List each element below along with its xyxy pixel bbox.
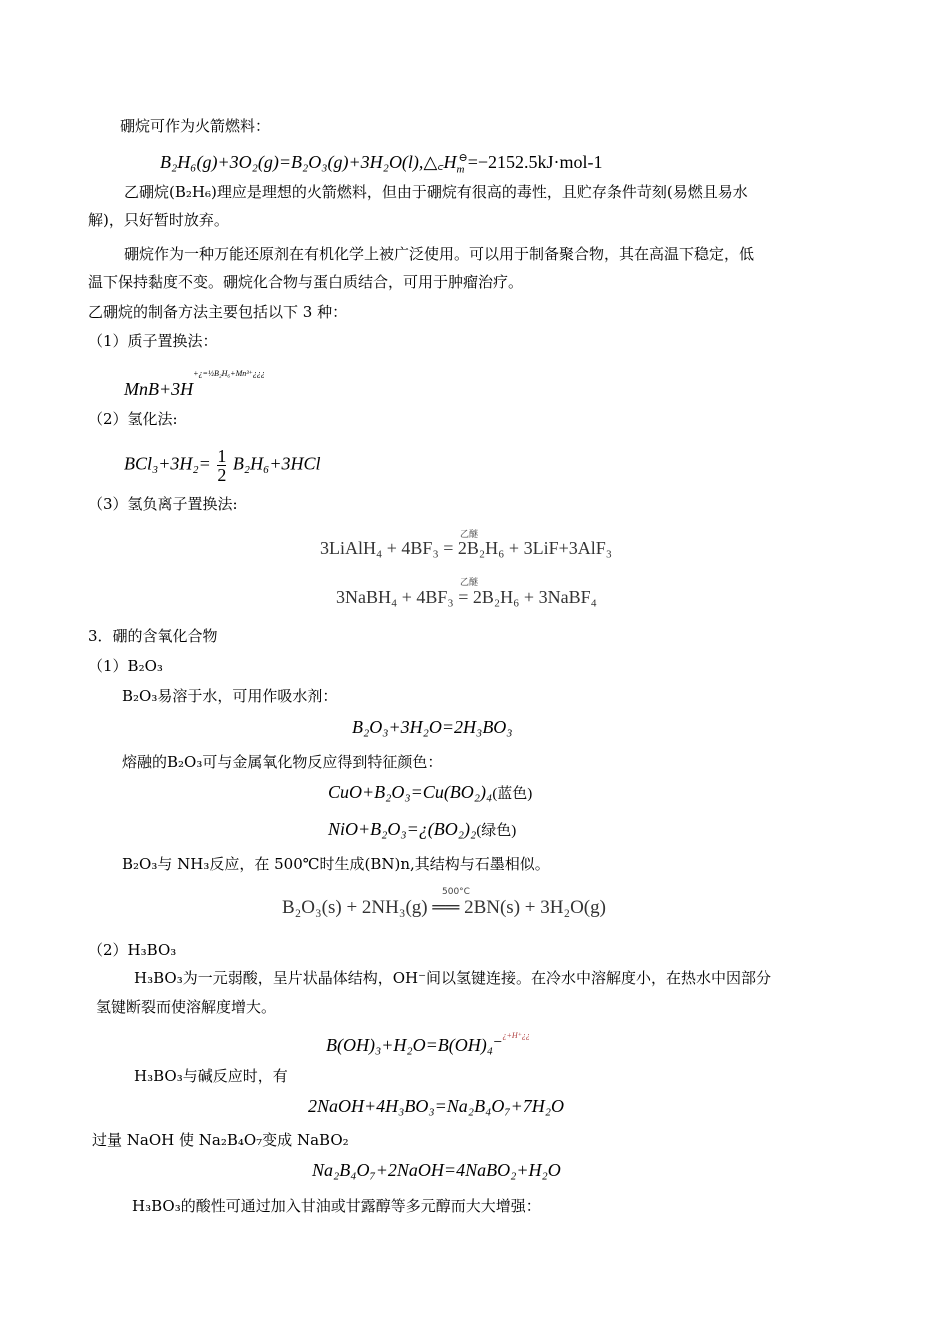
b2o3-subtitle: （1）B₂O₃	[88, 657, 163, 675]
h3bo3-acidity-description: H₃BO₃的酸性可通过加入甘油或甘露醇等多元醇而大大增强：	[132, 1197, 541, 1215]
methods-intro: 乙硼烷的制备方法主要包括以下 3 种：	[88, 303, 348, 321]
reductant-paragraph-line2: 温下保持黏度不变。硼烷化合物与蛋白质结合，可用于肿瘤治疗。	[88, 273, 524, 291]
b2o3-nh3-description: B₂O₃与 NH₃反应，在 500℃时生成(BN)n,其结构与石墨相似。	[122, 855, 550, 873]
reductant-paragraph-line1: 硼烷作为一种万能还原剂在有机化学上被广泛使用。可以用于制备聚合物，其在高温下稳定，低	[124, 245, 755, 263]
b2o3-melt-description: 熔融的B₂O₃可与金属氧化物反应得到特征颜色：	[122, 753, 443, 771]
excess-naoh-description: 过量 NaOH 使 Na₂B₄O₇变成 NaBO₂	[92, 1131, 349, 1149]
nio-equation: NiO+B₂O₃=¿(BO₂)₂(绿色)	[328, 819, 517, 839]
method3a-equation: 3LiAlH₄ + 4BF₃ = 2B₂H₆ + 3LiF+3AlF₃	[320, 538, 613, 558]
borax-naoh-equation: Na₂B₄O₇+2NaOH=4NaBO₂+H₂O	[312, 1160, 561, 1180]
h3bo3-description-line1: H₃BO₃为一元弱酸，呈片状晶体结构，OH⁻间以氢键连接。在冷水中溶解度小，在热水中因部分	[134, 969, 772, 987]
method3b-condition: 乙醚	[460, 578, 479, 588]
h3bo3-subtitle: （2）H₃BO₃	[88, 941, 177, 959]
fuel-equation: $B_2H_6(g)+3O_2(g)=B_2O_3(g)+3H_2O(l),\triangle꜀H_m^⊖=-2152.5kJ\cdot mol-1$	[160, 152, 603, 176]
method1-title: （1）质子置换法：	[88, 332, 218, 350]
method1-equation: $MnB+3H^{+¿=\frac{1}{2}B_2H_6+Mn^{3+}¿¿¿}$	[124, 369, 265, 399]
b2o3-description: B₂O₃易溶于水，可用作吸水剂：	[122, 687, 338, 705]
h3bo3-base-description: H₃BO₃与碱反应时，有	[134, 1067, 288, 1085]
diborane-paragraph-line2: 解)，只好暂时放弃。	[88, 211, 229, 229]
method3b-equation: 3NaBH₄ + 4BF₃ = 2B₂H₆ + 3NaBF₄	[336, 587, 597, 607]
diborane-paragraph-line1: 乙硼烷(B₂H₆)理应是理想的火箭燃料，但由于硼烷有很高的毒性，且贮存条件苛刻(易燃且易水	[124, 183, 748, 201]
bn-condition: 500°C	[442, 887, 470, 897]
fuel-intro-text: 硼烷可作为火箭燃料：	[120, 117, 271, 135]
method2-equation: BCl₃+3H₂= $\frac{1}{2}$ B₂H₆+3HCl	[124, 446, 321, 485]
section3-title: 3．硼的含氧化合物	[88, 627, 218, 645]
b2o3-water-equation: B₂O₃+3H₂O=2H₃BO₃	[352, 717, 513, 737]
h3bo3-naoh-equation: 2NaOH+4H₃BO₃=Na₂B₄O₇+7H₂O	[308, 1096, 564, 1116]
cuo-equation: CuO+B₂O₃=Cu(BO₂)₄(蓝色)	[328, 782, 533, 802]
method3a-condition: 乙醚	[460, 530, 479, 540]
method3-title: （3）氢负离子置换法:	[88, 495, 238, 513]
method2-title: （2）氢化法:	[88, 410, 178, 428]
bn-equation: B₂O₃(s) + 2NH₃(g) ══ 2BN(s) + 3H₂O(g)	[282, 897, 606, 918]
h3bo3-water-equation: B(OH)₃+H₂O=B(OH)₄⁻$^{¿+H^+¿¿}$	[326, 1031, 530, 1055]
h3bo3-description-line2: 氢键断裂而使溶解度增大。	[96, 998, 277, 1016]
